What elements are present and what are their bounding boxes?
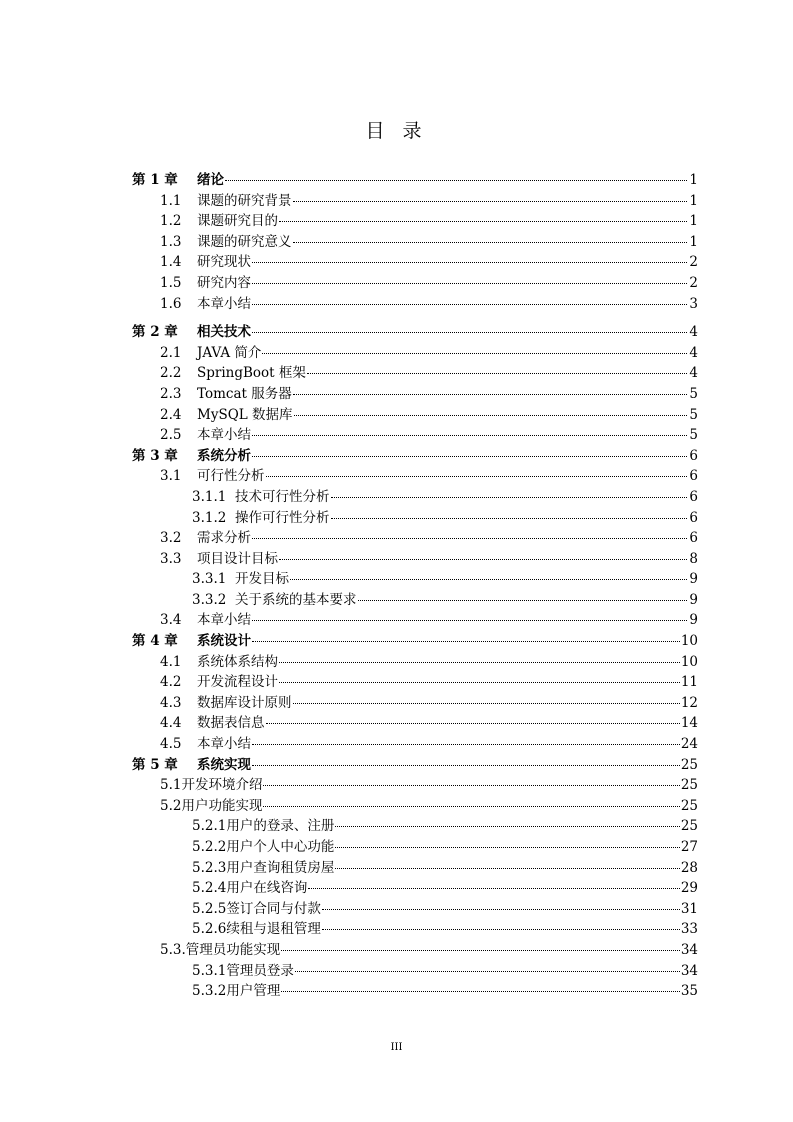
toc-entry-number: 4.3 xyxy=(160,694,182,711)
toc-entry-number: 第 2 章 xyxy=(132,324,178,341)
toc-entry-title: 系统设计 xyxy=(197,633,251,650)
toc-entry-page: 3 xyxy=(689,295,698,312)
toc-entry-number: 3.1.1 xyxy=(192,488,227,505)
toc-entry-number: 3.2 xyxy=(160,530,182,547)
toc-entry-page: 8 xyxy=(689,550,698,567)
toc-entry-title: 研究内容 xyxy=(197,274,251,291)
toc-entry-page: 1 xyxy=(689,192,698,209)
toc-entry-title: 用户个人中心功能 xyxy=(226,839,335,855)
toc-leader-dots xyxy=(308,888,679,889)
toc-entry-title: Tomcat 服务器 xyxy=(197,385,292,402)
toc-leader-dots xyxy=(358,600,688,601)
toc-entry-number: 5.2.6 xyxy=(192,921,227,938)
toc-leader-dots xyxy=(335,868,679,869)
toc-entry[interactable] xyxy=(132,814,698,835)
toc-entry[interactable] xyxy=(132,608,698,629)
toc-entry-title: 续租与退租管理 xyxy=(226,921,321,938)
toc-entry-number: 第 5 章 xyxy=(132,756,178,773)
toc-entry-title: 课题的研究意义 xyxy=(197,233,292,250)
toc-leader-dots xyxy=(279,221,687,222)
toc-entry-number: 3.1.2 xyxy=(192,509,227,526)
toc-entry[interactable] xyxy=(132,773,698,794)
toc-entry-title: 开发环境介绍 xyxy=(181,777,263,794)
toc-leader-dots xyxy=(252,620,687,621)
toc-entry-title: 关于系统的基本要求 xyxy=(235,591,357,608)
toc-entry-number: 5.3.1 xyxy=(192,962,227,979)
toc-entry-page: 5 xyxy=(689,406,698,423)
toc-entry-number: 2.4 xyxy=(160,406,182,423)
toc-entry-number: 第 4 章 xyxy=(132,633,178,650)
toc-entry[interactable] xyxy=(132,547,698,568)
toc-entry[interactable] xyxy=(132,959,698,980)
toc-entry-title: 数据表信息 xyxy=(197,715,265,732)
toc-entry-page: 5 xyxy=(689,385,698,402)
toc-entry-number: 4.1 xyxy=(160,653,182,670)
toc-entry[interactable] xyxy=(132,403,698,424)
toc-entry[interactable] xyxy=(132,320,698,341)
toc-entry-page: 12 xyxy=(680,694,698,711)
toc-entry-number: 5.2.4 xyxy=(192,880,227,897)
toc-entry-title: 系统实现 xyxy=(197,756,251,773)
toc-leader-dots xyxy=(331,497,688,498)
toc-entry-title: 开发目标 xyxy=(235,571,289,588)
toc-entry-page: 25 xyxy=(680,756,698,773)
toc-entry-number: 3.3 xyxy=(160,550,182,567)
toc-entry-number: 2.1 xyxy=(160,344,182,361)
toc-leader-dots xyxy=(252,262,687,263)
toc-entry[interactable] xyxy=(132,526,698,547)
toc-entry-page: 1 xyxy=(689,213,698,230)
toc-leader-dots xyxy=(225,180,687,181)
toc-entry-title: 相关技术 xyxy=(197,324,251,341)
toc-entry-number: 3.3.2 xyxy=(192,591,227,608)
toc-entry-title: 本章小结 xyxy=(197,736,251,753)
toc-entry-title: MySQL 数据库 xyxy=(197,406,293,423)
toc-entry[interactable] xyxy=(132,292,698,313)
toc-entry[interactable] xyxy=(132,567,698,588)
toc-leader-dots xyxy=(293,394,687,395)
toc-entry[interactable] xyxy=(132,485,698,506)
toc-entry-number: 第 1 章 xyxy=(132,172,178,188)
toc-entry-title: 用户功能实现 xyxy=(181,797,263,814)
toc-entry-number: 2.3 xyxy=(160,385,182,402)
toc-entry-number: 1.6 xyxy=(160,295,182,312)
toc-entry-number: 5.3. xyxy=(160,941,186,958)
toc-entry-number: 3.3.1 xyxy=(192,571,227,588)
page-number: III xyxy=(390,1042,403,1053)
toc-entry-title: 本章小结 xyxy=(197,295,251,312)
toc-entry-title: 管理员功能实现 xyxy=(185,941,281,958)
toc-entry-page: 33 xyxy=(680,921,698,938)
toc-entry-title: 数据库设计原则 xyxy=(197,694,292,711)
toc-leader-dots xyxy=(252,744,680,745)
toc-entry-number: 5.2.2 xyxy=(192,839,227,855)
toc-leader-dots xyxy=(281,991,679,992)
toc-leader-dots xyxy=(252,538,687,539)
toc-entry-number: 5.1 xyxy=(160,777,182,794)
toc-entry-page: 6 xyxy=(689,468,698,485)
toc-title: 目 录 xyxy=(365,120,428,142)
toc-entry[interactable] xyxy=(132,938,698,959)
toc-entry-title: JAVA 简介 xyxy=(197,344,262,361)
toc-leader-dots xyxy=(263,806,679,807)
toc-entry[interactable] xyxy=(132,464,698,485)
toc-entry-page: 31 xyxy=(680,900,698,917)
toc-entry-page: 6 xyxy=(689,530,698,547)
toc-entry[interactable] xyxy=(132,341,698,362)
toc-entry-number: 4.2 xyxy=(160,674,182,691)
toc-entry-title: SpringBoot 框架 xyxy=(197,365,306,382)
toc-entry[interactable] xyxy=(132,711,698,732)
toc-leader-dots xyxy=(263,785,679,786)
toc-leader-dots xyxy=(262,353,687,354)
toc-entry-number: 第 3 章 xyxy=(132,447,178,464)
toc-entry[interactable] xyxy=(132,168,698,189)
toc-entry[interactable] xyxy=(132,650,698,671)
toc-entry[interactable] xyxy=(132,732,698,753)
toc-entry-title: 项目设计目标 xyxy=(197,550,278,567)
toc-entry-page: 24 xyxy=(680,736,698,753)
toc-entry-number: 1.2 xyxy=(160,213,182,230)
toc-entry-page: 5 xyxy=(689,427,698,444)
toc-entry-page: 2 xyxy=(689,274,698,291)
toc-entry[interactable] xyxy=(132,629,698,650)
toc-entry-title: 系统体系结构 xyxy=(197,653,278,670)
toc-entry-page: 6 xyxy=(689,447,698,464)
toc-entry[interactable] xyxy=(132,250,698,271)
toc-entry-title: 本章小结 xyxy=(197,427,251,444)
toc-entry[interactable] xyxy=(132,753,698,774)
toc-entry-page: 11 xyxy=(680,674,698,691)
toc-leader-dots xyxy=(335,826,679,827)
toc-entry[interactable] xyxy=(132,897,698,918)
toc-entry-number: 5.2.1 xyxy=(192,818,227,835)
toc-entry-number: 4.5 xyxy=(160,736,182,753)
toc-entry-page: 9 xyxy=(689,612,698,629)
toc-leader-dots xyxy=(252,456,687,457)
toc-entry-title: 用户在线咨询 xyxy=(226,880,308,897)
toc-leader-dots xyxy=(290,579,687,580)
table-of-contents xyxy=(132,168,698,1000)
toc-entry-title: 系统分析 xyxy=(197,447,251,464)
toc-leader-dots xyxy=(335,847,679,848)
toc-entry-number: 5.2.3 xyxy=(192,859,227,876)
toc-leader-dots xyxy=(266,723,680,724)
toc-entry-number: 1.4 xyxy=(160,254,182,271)
toc-leader-dots xyxy=(322,909,680,910)
toc-leader-dots xyxy=(293,201,688,202)
toc-entry-number: 1.5 xyxy=(160,274,182,291)
toc-entry-number: 1.1 xyxy=(160,192,182,209)
toc-entry-page: 35 xyxy=(680,983,698,1000)
toc-entry-page: 14 xyxy=(680,715,698,732)
toc-entry-title: 绪论 xyxy=(197,172,224,188)
toc-entry[interactable] xyxy=(132,588,698,609)
toc-entry-page: 4 xyxy=(689,365,698,382)
toc-entry-number: 3.4 xyxy=(160,612,182,629)
toc-entry-number: 2.2 xyxy=(160,365,182,382)
toc-entry-title: 技术可行性分析 xyxy=(235,488,330,505)
toc-leader-dots xyxy=(279,559,687,560)
toc-entry-page: 9 xyxy=(689,591,698,608)
toc-entry[interactable] xyxy=(132,230,698,251)
toc-entry[interactable] xyxy=(132,506,698,527)
toc-entry-number: 3.1 xyxy=(160,468,182,485)
toc-entry-page: 1 xyxy=(689,233,698,250)
toc-entry[interactable] xyxy=(132,979,698,1000)
toc-entry[interactable] xyxy=(132,856,698,877)
toc-entry-number: 4.4 xyxy=(160,715,182,732)
toc-leader-dots xyxy=(266,476,688,477)
toc-entry[interactable] xyxy=(132,670,698,691)
toc-entry-page: 25 xyxy=(680,797,698,814)
toc-leader-dots xyxy=(293,703,680,704)
toc-entry[interactable] xyxy=(132,209,698,230)
toc-entry-page: 34 xyxy=(680,941,698,958)
toc-entry-page: 28 xyxy=(680,859,698,876)
toc-entry-page: 6 xyxy=(689,488,698,505)
toc-entry-number: 1.3 xyxy=(160,233,182,250)
toc-leader-dots xyxy=(252,283,687,284)
toc-entry-title: 开发流程设计 xyxy=(197,674,278,691)
toc-entry-title: 操作可行性分析 xyxy=(235,509,330,526)
toc-entry-page: 1 xyxy=(689,172,698,188)
toc-leader-dots xyxy=(252,332,687,333)
toc-entry-title: 研究现状 xyxy=(197,254,251,271)
toc-entry[interactable] xyxy=(132,271,698,292)
toc-leader-dots xyxy=(279,682,680,683)
toc-entry-title: 签订合同与付款 xyxy=(226,900,321,917)
toc-entry[interactable] xyxy=(132,444,698,465)
toc-entry[interactable] xyxy=(132,691,698,712)
toc-entry[interactable] xyxy=(132,876,698,897)
toc-entry-number: 5.2.5 xyxy=(192,900,227,917)
toc-entry-page: 9 xyxy=(689,571,698,588)
toc-entry[interactable] xyxy=(132,423,698,444)
toc-entry[interactable] xyxy=(132,382,698,403)
toc-entry[interactable] xyxy=(132,917,698,938)
toc-entry-page: 4 xyxy=(689,344,698,361)
toc-entry-title: 可行性分析 xyxy=(197,468,265,485)
toc-entry-title: 用户的登录、注册 xyxy=(226,818,335,835)
toc-entry-title: 用户查询租赁房屋 xyxy=(226,859,335,876)
toc-entry-page: 29 xyxy=(680,880,698,897)
toc-entry-page: 10 xyxy=(680,653,698,670)
toc-entry-page: 27 xyxy=(680,839,698,855)
toc-leader-dots xyxy=(295,971,680,972)
toc-leader-dots xyxy=(331,518,688,519)
toc-entry-number: 2.5 xyxy=(160,427,182,444)
toc-leader-dots xyxy=(252,435,687,436)
toc-leader-dots xyxy=(293,242,688,243)
toc-entry-number: 5.2 xyxy=(160,797,182,814)
toc-entry-page: 4 xyxy=(689,324,698,341)
toc-entry-page: 6 xyxy=(689,509,698,526)
toc-entry-page: 25 xyxy=(680,777,698,794)
toc-entry-title: 课题的研究背景 xyxy=(197,192,292,209)
toc-entry-page: 10 xyxy=(680,633,698,650)
toc-leader-dots xyxy=(294,415,687,416)
toc-leader-dots xyxy=(252,641,680,642)
toc-entry-title: 本章小结 xyxy=(197,612,251,629)
toc-leader-dots xyxy=(322,929,680,930)
toc-entry-page: 34 xyxy=(680,962,698,979)
toc-entry-number: 5.3.2 xyxy=(192,983,227,1000)
toc-entry[interactable] xyxy=(132,835,698,856)
toc-entry[interactable] xyxy=(132,361,698,382)
toc-leader-dots xyxy=(252,304,687,305)
toc-leader-dots xyxy=(281,950,680,951)
toc-entry[interactable] xyxy=(132,189,698,210)
toc-entry-title: 用户管理 xyxy=(226,983,281,1000)
toc-entry-title: 管理员登录 xyxy=(226,962,294,979)
toc-leader-dots xyxy=(279,662,680,663)
toc-leader-dots xyxy=(307,373,687,374)
toc-entry-title: 需求分析 xyxy=(197,530,251,547)
toc-entry-page: 2 xyxy=(689,254,698,271)
toc-leader-dots xyxy=(252,765,680,766)
toc-entry[interactable] xyxy=(132,794,698,815)
toc-entry-title: 课题研究目的 xyxy=(197,213,278,230)
toc-entry-page: 25 xyxy=(680,818,698,835)
